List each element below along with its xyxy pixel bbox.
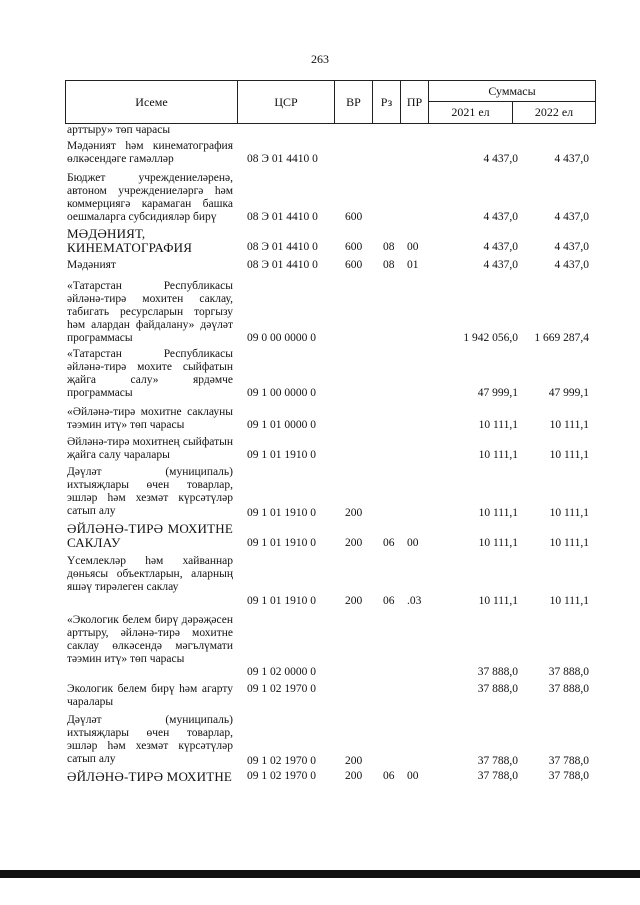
row-name: Мәдәният	[67, 259, 116, 271]
row-name: «Татарстан Республикасы әйләнә-тирә мохите сыйфатын җайга салу» ярдәмче программасы	[67, 348, 233, 399]
row-vr: 200	[345, 770, 363, 782]
row-csr: 09 1 02 0000 0	[247, 666, 316, 678]
row-csr: 09 1 01 1910 0	[247, 507, 316, 519]
row-csr: 09 1 02 1970 0	[247, 755, 316, 767]
row-csr: 09 1 01 1910 0	[247, 449, 316, 461]
row-pr: 00	[407, 241, 419, 253]
header-pr: ПР	[400, 80, 428, 124]
row-rz: 06	[383, 537, 395, 549]
header-name: Исеме	[65, 80, 237, 124]
row-name: ӘЙЛӘНӘ-ТИРӘ МОХИТНЕ	[67, 769, 233, 784]
row-vr: 600	[345, 241, 363, 253]
row-sum-2022: 10 111,1	[549, 507, 589, 519]
row-sum-2021: 10 111,1	[478, 595, 518, 607]
row-pr: .03	[407, 595, 422, 607]
row-vr: 200	[345, 755, 363, 767]
row-csr: 08 Э 01 4410 0	[247, 153, 318, 165]
scan-edge-bar	[0, 870, 640, 878]
row-name: Үсемлекләр һәм хайваннар дөньясы объектларын, аларның яшәү тирәлеген саклау	[67, 555, 233, 593]
row-rz: 06	[383, 595, 395, 607]
row-sum-2021: 4 437,0	[483, 259, 518, 271]
row-name: «Экологик белем бирү дәрәҗәсен арттыру, әйләнә-тирә мохитне саклау өлкәсендә мәгълүмати тәэмин итү» төп чарасы	[67, 614, 233, 665]
row-sum-2021: 4 437,0	[483, 153, 518, 165]
row-csr: 09 1 02 1970 0	[247, 683, 316, 695]
row-csr: 09 1 01 1910 0	[247, 595, 316, 607]
row-name: арттыру» төп чарасы	[67, 124, 171, 136]
row-sum-2021: 37 888,0	[477, 666, 518, 678]
row-name: «Әйләнә-тирә мохитне саклауны тәэмин итү» төп чарасы	[67, 406, 233, 431]
row-vr: 200	[345, 507, 363, 519]
row-sum-2021: 37 788,0	[477, 770, 518, 782]
row-name: ӘЙЛӘНӘ-ТИРӘ МОХИТНЕ САКЛАУ	[67, 521, 233, 550]
row-rz: 06	[383, 770, 395, 782]
row-sum-2022: 10 111,1	[549, 449, 589, 461]
row-pr: 00	[407, 537, 419, 549]
row-csr: 09 1 01 1910 0	[247, 537, 316, 549]
row-sum-2021: 4 437,0	[483, 241, 518, 253]
header-csr: ЦСР	[237, 80, 334, 124]
row-csr: 09 1 02 1970 0	[247, 770, 316, 782]
row-sum-2021: 37 888,0	[477, 683, 518, 695]
header-sums: Суммасы	[428, 80, 596, 101]
row-name: Әйләнә-тирә мохитнең сыйфатын җайга салу чаралары	[67, 436, 233, 461]
row-csr: 08 Э 01 4410 0	[247, 259, 318, 271]
row-name: Экологик белем бирү һәм агарту чаралары	[67, 683, 233, 708]
row-sum-2021: 4 437,0	[483, 211, 518, 223]
header-year-2022: 2022 ел	[512, 101, 596, 124]
row-sum-2022: 10 111,1	[549, 419, 589, 431]
row-sum-2021: 47 999,1	[477, 387, 518, 399]
row-sum-2022: 4 437,0	[554, 211, 589, 223]
row-sum-2022: 37 788,0	[548, 755, 589, 767]
row-name: МӘДӘНИЯТ, КИНЕМАТОГРАФИЯ	[67, 226, 193, 255]
row-csr: 08 Э 01 4410 0	[247, 211, 318, 223]
row-name: Дәүләт (муниципаль) ихтыяҗлары өчен товарлар, эшләр һәм хезмәт күрсәтүләр сатып алу	[67, 466, 233, 517]
row-name: Бюджет учреждениеләренә, автоном учреждениеләргә һәм коммерциягә карамаган башка оешмаларга субсидияләр бирү	[67, 172, 233, 223]
row-sum-2022: 4 437,0	[554, 241, 589, 253]
page-number: 263	[311, 52, 329, 66]
row-rz: 08	[383, 241, 395, 253]
row-pr: 01	[407, 259, 419, 271]
row-sum-2021: 10 111,1	[478, 419, 518, 431]
header-year-2021: 2021 ел	[428, 101, 512, 124]
row-sum-2022: 1 669 287,4	[534, 332, 589, 344]
row-pr: 00	[407, 770, 419, 782]
row-sum-2022: 4 437,0	[554, 153, 589, 165]
header-rz: Рз	[372, 80, 400, 124]
row-sum-2022: 47 999,1	[548, 387, 589, 399]
row-sum-2021: 37 788,0	[477, 755, 518, 767]
row-sum-2021: 10 111,1	[478, 537, 518, 549]
row-sum-2021: 10 111,1	[478, 507, 518, 519]
row-name: «Татарстан Республикасы әйләнә-тирә мохитен саклау, табигать ресурсларын торгызу һәм алардан файдалану» дәүләт программасы	[67, 280, 233, 344]
row-vr: 200	[345, 537, 363, 549]
row-vr: 200	[345, 595, 363, 607]
row-sum-2021: 10 111,1	[478, 449, 518, 461]
row-sum-2021: 1 942 056,0	[463, 332, 518, 344]
row-sum-2022: 10 111,1	[549, 595, 589, 607]
row-csr: 08 Э 01 4410 0	[247, 241, 318, 253]
row-sum-2022: 37 788,0	[548, 770, 589, 782]
row-vr: 600	[345, 211, 363, 223]
row-sum-2022: 37 888,0	[548, 666, 589, 678]
row-csr: 09 0 00 0000 0	[247, 332, 316, 344]
row-csr: 09 1 01 0000 0	[247, 419, 316, 431]
row-name: Дәүләт (муниципаль) ихтыяҗлары өчен товарлар, эшләр һәм хезмәт күрсәтүләр сатып алу	[67, 714, 233, 765]
row-sum-2022: 37 888,0	[548, 683, 589, 695]
row-csr: 09 1 00 0000 0	[247, 387, 316, 399]
row-sum-2022: 10 111,1	[549, 537, 589, 549]
row-name: Мәдәният һәм кинематография өлкәсендәге гамәлләр	[67, 140, 233, 165]
row-sum-2022: 4 437,0	[554, 259, 589, 271]
row-rz: 08	[383, 259, 395, 271]
row-vr: 600	[345, 259, 363, 271]
header-vr: ВР	[334, 80, 372, 124]
